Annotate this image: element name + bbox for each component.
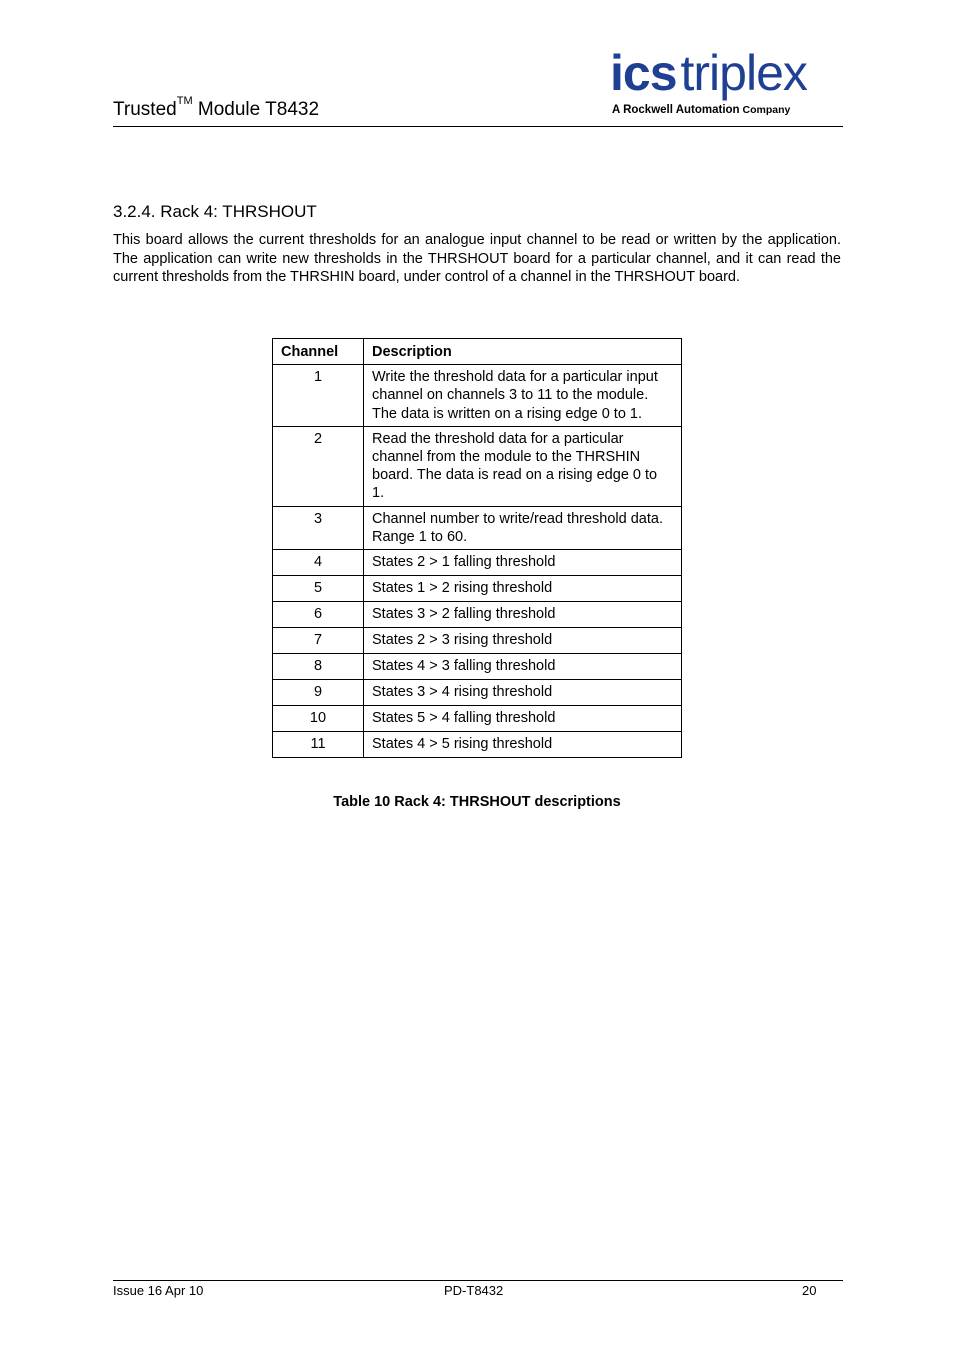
ics-triplex-logo <box>610 46 844 120</box>
table-row <box>273 426 682 506</box>
channel-cell: 3 <box>273 506 364 549</box>
description-cell: States 2 > 1 falling threshold <box>364 550 682 576</box>
description-cell: States 1 > 2 rising threshold <box>364 576 682 602</box>
trademark-superscript: TM <box>176 95 193 107</box>
channel-cell: 11 <box>273 732 364 758</box>
footer-issue: Issue 16 Apr 10 <box>113 1283 204 1298</box>
logo-tagline-company: Company <box>739 104 791 116</box>
logo-ics-text: ics <box>610 45 677 101</box>
logo-tagline <box>612 103 790 117</box>
description-cell: Write the threshold data for a particular input channel on channels 3 to 11 to the module. The data is written on a rising edge 0 to 1. <box>364 365 682 427</box>
table-row <box>273 654 682 680</box>
thrshout-descriptions-table <box>272 338 682 758</box>
table-header-row <box>273 339 682 365</box>
description-cell: States 4 > 3 falling threshold <box>364 654 682 680</box>
channel-cell: 5 <box>273 576 364 602</box>
description-cell: States 2 > 3 rising threshold <box>364 628 682 654</box>
channel-cell: 7 <box>273 628 364 654</box>
document-title <box>113 95 320 122</box>
header-divider <box>113 126 843 127</box>
logo-tagline-brand: A Rockwell Automation <box>612 104 740 116</box>
channel-column-header: Channel <box>273 339 364 365</box>
footer-doc-id: PD-T8432 <box>444 1283 504 1298</box>
table-row <box>273 506 682 549</box>
description-cell: States 5 > 4 falling threshold <box>364 706 682 732</box>
logo-wordmark <box>610 46 807 100</box>
table-row <box>273 680 682 706</box>
table-caption: Table 10 Rack 4: THRSHOUT descriptions <box>333 794 621 810</box>
channel-cell: 4 <box>273 550 364 576</box>
description-cell: States 4 > 5 rising threshold <box>364 732 682 758</box>
footer-divider <box>113 1280 843 1281</box>
table-row <box>273 732 682 758</box>
table-row <box>273 706 682 732</box>
description-cell: Read the threshold data for a particular channel from the module to the THRSHIN board. The data is read on a rising edge 0 to 1. <box>364 426 682 506</box>
channel-cell: 10 <box>273 706 364 732</box>
table-row <box>273 365 682 427</box>
channel-cell: 6 <box>273 602 364 628</box>
description-cell: States 3 > 4 rising threshold <box>364 680 682 706</box>
description-cell: States 3 > 2 falling threshold <box>364 602 682 628</box>
footer-page-number: 20 <box>802 1283 817 1298</box>
section-heading: 3.2.4. Rack 4: THRSHOUT <box>113 202 317 221</box>
channel-cell: 8 <box>273 654 364 680</box>
table-row <box>273 576 682 602</box>
channel-cell: 9 <box>273 680 364 706</box>
table-row <box>273 550 682 576</box>
channel-cell: 2 <box>273 426 364 506</box>
description-column-header: Description <box>364 339 682 365</box>
table-row <box>273 628 682 654</box>
title-suffix: Module T8432 <box>192 99 320 120</box>
title-prefix: Trusted <box>113 99 177 120</box>
description-cell: Channel number to write/read threshold data. Range 1 to 60. <box>364 506 682 549</box>
section-paragraph: This board allows the current thresholds for an analogue input channel to be read or written by the application. The application can write new thresholds in the THRSHOUT board for a particular channel, and it can read the current thresholds from the THRSHIN board, under control of a channel in the THRSHOUT board. <box>113 232 841 285</box>
logo-triplex-text: triplex <box>680 45 807 101</box>
table-row <box>273 602 682 628</box>
channel-cell: 1 <box>273 365 364 427</box>
